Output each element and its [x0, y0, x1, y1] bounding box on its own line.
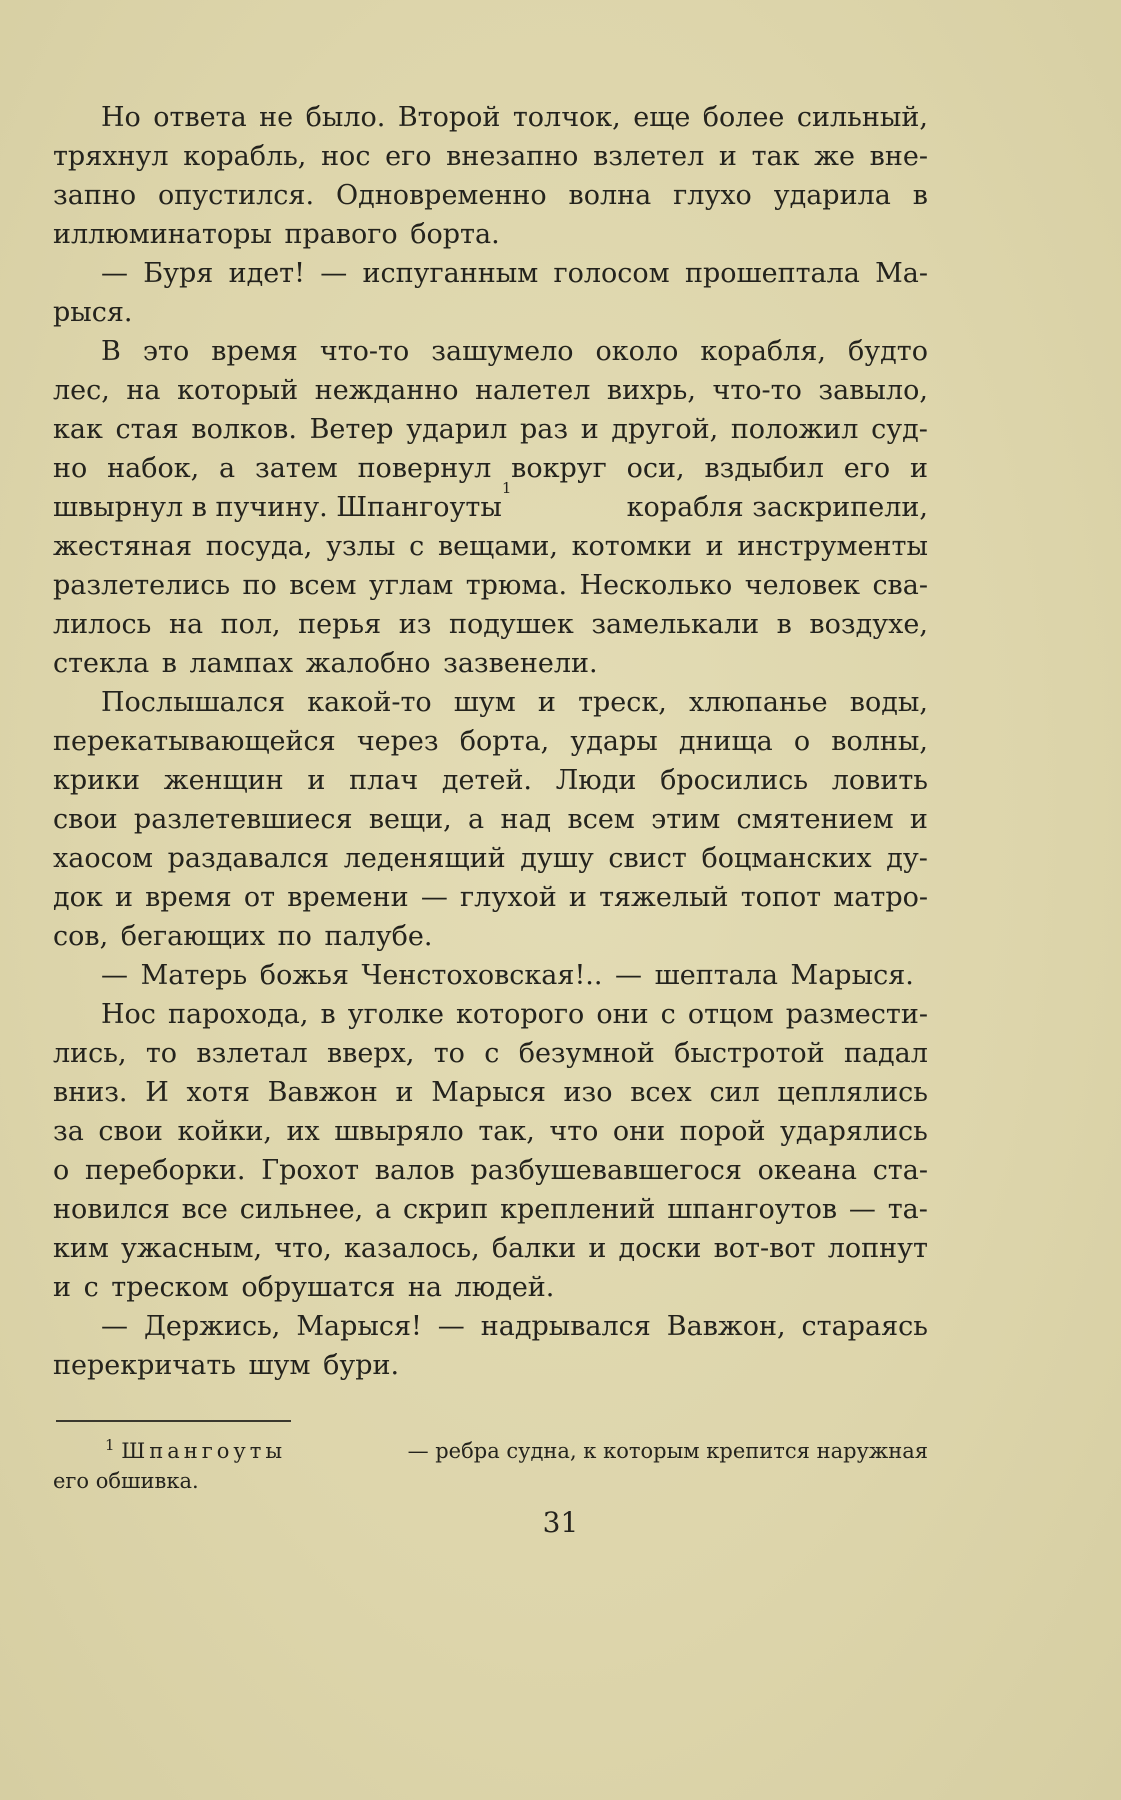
- word: в: [912, 180, 928, 211]
- word: и: [588, 1233, 607, 1264]
- text-line: [53, 839, 928, 878]
- word: разбушевавшегося: [470, 1155, 742, 1186]
- word: за: [53, 1116, 84, 1147]
- word: разлетевшиеся: [133, 804, 353, 835]
- word: Ма-: [875, 258, 928, 289]
- word: набок,: [107, 453, 200, 484]
- word: все: [181, 1194, 228, 1225]
- word: с: [409, 531, 425, 562]
- footnote-line: его обшивка.: [53, 1469, 199, 1493]
- word: вихрь,: [606, 375, 696, 406]
- word: перекатывающейся: [53, 726, 336, 757]
- word: через: [356, 726, 439, 757]
- text-line: [53, 1112, 928, 1151]
- word: которого: [456, 999, 585, 1030]
- word: ду-: [886, 843, 928, 874]
- word: положил: [730, 414, 859, 445]
- word: и: [718, 141, 737, 172]
- word: женщин: [163, 765, 284, 796]
- word: раз: [519, 414, 569, 445]
- word: но: [53, 453, 88, 484]
- word: шум: [453, 687, 516, 718]
- text-line: [53, 800, 928, 839]
- word: детей.: [441, 765, 533, 796]
- word: вот-вот: [713, 1233, 816, 1264]
- word: скрип: [403, 1194, 489, 1225]
- word: волны,: [831, 726, 928, 757]
- word: всем: [289, 570, 357, 601]
- word: другой,: [611, 414, 719, 445]
- word: всех: [630, 1077, 692, 1108]
- word: толчок,: [512, 102, 621, 133]
- word: Марыся: [431, 1077, 546, 1108]
- word: и: [395, 1077, 414, 1108]
- word: что-то: [712, 375, 802, 406]
- word: падал: [843, 1038, 928, 1069]
- word: тяжелый: [599, 882, 729, 913]
- word: взлетал: [196, 1038, 308, 1069]
- word: в: [776, 609, 792, 640]
- word: ударил: [406, 414, 508, 445]
- word: с: [660, 999, 676, 1030]
- word: прошептала: [684, 258, 860, 289]
- word: В: [101, 336, 121, 367]
- word: доски: [618, 1233, 702, 1264]
- word: И: [145, 1077, 169, 1108]
- text-line: [53, 332, 928, 371]
- word: волна: [568, 180, 652, 211]
- word: они: [612, 1116, 666, 1147]
- word: ударила: [773, 180, 891, 211]
- word: Вавжон: [267, 1077, 378, 1108]
- word: вокруг: [511, 453, 607, 484]
- text-line: рыся.: [53, 297, 133, 328]
- word: так: [751, 141, 800, 172]
- word: оси,: [626, 453, 685, 484]
- word: порой: [679, 1116, 766, 1147]
- word: ста-: [872, 1155, 928, 1186]
- word: док: [53, 882, 103, 913]
- word: ужасным,: [121, 1233, 263, 1264]
- word: время: [211, 336, 298, 367]
- text-line: [53, 605, 928, 644]
- word: более: [702, 102, 785, 133]
- word: волков.: [191, 414, 297, 445]
- word: стая: [115, 414, 179, 445]
- word: на: [126, 375, 161, 406]
- text-line: [53, 761, 928, 800]
- text-line: [53, 722, 928, 761]
- word: свои: [98, 1116, 163, 1147]
- word: размести-: [785, 999, 928, 1030]
- word: Нос: [101, 999, 156, 1030]
- word: всем: [567, 804, 635, 835]
- word: и: [580, 414, 599, 445]
- word: не: [259, 102, 294, 133]
- word: вздыбил: [704, 453, 824, 484]
- word: Ветер: [309, 414, 394, 445]
- word: воздухе,: [809, 609, 928, 640]
- word: переборки.: [85, 1155, 246, 1186]
- text-line: иллюминаторы правого борта.: [53, 219, 500, 250]
- text-line: сов, бегающих по палубе.: [53, 921, 433, 952]
- word: вниз.: [53, 1077, 128, 1108]
- word: та-: [887, 1194, 928, 1225]
- word: что: [549, 1116, 599, 1147]
- word: леденящий: [343, 843, 506, 874]
- word: что-то: [319, 336, 410, 367]
- word: по: [242, 570, 277, 601]
- word: как: [53, 414, 103, 445]
- text-line: [53, 566, 928, 605]
- word: лес,: [53, 375, 110, 406]
- word: сильнее,: [239, 1194, 364, 1225]
- word: валов: [374, 1155, 455, 1186]
- word: Люди: [555, 765, 637, 796]
- word: они: [596, 999, 649, 1030]
- word: и: [114, 882, 133, 913]
- word: испуганным: [362, 258, 539, 289]
- text-line: [53, 683, 928, 722]
- text-segment: корабля заскрипели,: [626, 492, 928, 523]
- word: Несколько: [579, 570, 733, 601]
- word: около: [595, 336, 679, 367]
- text-line: [53, 878, 928, 917]
- word: еще: [633, 102, 691, 133]
- word: и: [909, 804, 928, 835]
- word: и: [307, 765, 326, 796]
- word: боцманских: [701, 843, 872, 874]
- word: хаосом: [53, 843, 153, 874]
- text-line: [53, 371, 928, 410]
- word: на: [168, 609, 204, 640]
- text-line: [53, 1034, 928, 1073]
- word: лилось: [53, 609, 152, 640]
- word: корабль,: [183, 141, 307, 172]
- word: о: [793, 726, 811, 757]
- text-line: [53, 254, 928, 293]
- text-line: [53, 137, 928, 176]
- text-segment: швырнул в пучину. Шпангоуты: [53, 492, 502, 523]
- word: и: [568, 882, 587, 913]
- word: голосом: [553, 258, 670, 289]
- word: сва-: [872, 570, 928, 601]
- word: вверх,: [326, 1038, 415, 1069]
- word: нос: [321, 141, 371, 172]
- word: посуда,: [205, 531, 313, 562]
- word: какой-то: [307, 687, 432, 718]
- text-line: [53, 1073, 928, 1112]
- word: налетел: [475, 375, 591, 406]
- word: то: [433, 1038, 465, 1069]
- word: хотя: [186, 1077, 250, 1108]
- word: так,: [478, 1116, 535, 1147]
- footnote-head: [105, 1436, 286, 1466]
- word: глухо: [673, 180, 752, 211]
- word: отцом: [687, 999, 774, 1030]
- word: над: [500, 804, 552, 835]
- word: глухой: [460, 882, 557, 913]
- word: лопнут: [827, 1233, 928, 1264]
- word: инструменты: [737, 531, 928, 562]
- word: нежданно: [314, 375, 459, 406]
- text-line: [53, 1190, 928, 1229]
- word: Держись,: [143, 1311, 281, 1342]
- word: цеплялись: [777, 1077, 928, 1108]
- text-line: стекла в лампах жалобно зазвенели.: [53, 648, 598, 679]
- word: перья: [298, 609, 382, 640]
- word: вещами,: [437, 531, 558, 562]
- word: —: [320, 258, 348, 289]
- word: это: [142, 336, 190, 367]
- word: бросились: [660, 765, 809, 796]
- word: шпангоутов: [667, 1194, 838, 1225]
- word: человек: [744, 570, 861, 601]
- word: вне-: [869, 141, 928, 172]
- text-line: [53, 98, 928, 137]
- word: то: [145, 1038, 178, 1069]
- word: топот: [740, 882, 822, 913]
- text-line: [53, 449, 928, 488]
- word: котомки: [571, 531, 692, 562]
- word: удары: [570, 726, 658, 757]
- word: —: [101, 258, 128, 289]
- text-line: [53, 1229, 928, 1268]
- word: из: [398, 609, 432, 640]
- footnote-line: [53, 1436, 928, 1466]
- word: балки: [491, 1233, 577, 1264]
- footnote: [53, 1436, 928, 1496]
- word: зашумело: [431, 336, 574, 367]
- word: его: [843, 453, 891, 484]
- word: —: [437, 1311, 465, 1342]
- word: койки,: [177, 1116, 273, 1147]
- footnote-definition: — ребра судна, к которым крепится наружная: [407, 1439, 928, 1463]
- word: завыло,: [818, 375, 928, 406]
- word: Грохот: [261, 1155, 360, 1186]
- word: душу: [520, 843, 594, 874]
- word: —: [848, 1194, 876, 1225]
- word: Буря: [143, 258, 214, 289]
- word: Послышался: [101, 687, 286, 718]
- word: его: [385, 141, 432, 172]
- word: лись,: [53, 1038, 127, 1069]
- word: трюма.: [465, 570, 568, 601]
- word: Но: [101, 102, 141, 133]
- word: воды,: [849, 687, 928, 718]
- main-text: [53, 98, 928, 1385]
- word: днища: [678, 726, 773, 757]
- text-line: [53, 995, 928, 1034]
- word: и: [910, 453, 928, 484]
- word: а: [375, 1194, 392, 1225]
- word: креплений: [500, 1194, 656, 1225]
- word: время: [145, 882, 232, 913]
- page-number: 31: [542, 1506, 579, 1539]
- text-line: [53, 1307, 928, 1346]
- word: —: [101, 1311, 128, 1342]
- word: матро-: [833, 882, 928, 913]
- word: этим: [651, 804, 721, 835]
- word: узлы: [326, 531, 396, 562]
- word: уголке: [347, 999, 444, 1030]
- word: свои: [53, 804, 118, 835]
- word: разлетелись: [53, 570, 231, 601]
- word: затем: [254, 453, 338, 484]
- word: жестяная: [53, 531, 193, 562]
- word: надрывался: [480, 1311, 651, 1342]
- word: вещи,: [368, 804, 452, 835]
- word: углам: [368, 570, 454, 601]
- word: повернул: [357, 453, 492, 484]
- word: ловить: [831, 765, 928, 796]
- footnote-marker: 1: [105, 1436, 115, 1454]
- word: ким: [53, 1233, 109, 1264]
- word: корабля,: [700, 336, 826, 367]
- word: же: [814, 141, 855, 172]
- word: плач: [349, 765, 419, 796]
- word: взлетел: [593, 141, 705, 172]
- word: ударялись: [779, 1116, 928, 1147]
- word: треск,: [578, 687, 667, 718]
- word: крики: [53, 765, 141, 796]
- word: стараясь: [801, 1311, 928, 1342]
- word: и: [537, 687, 556, 718]
- word: Марыся!: [296, 1311, 422, 1342]
- word: океана: [757, 1155, 857, 1186]
- word: в: [320, 999, 336, 1030]
- word: Одновременно: [335, 180, 547, 211]
- word: их: [286, 1116, 320, 1147]
- text-line: [53, 527, 928, 566]
- word: быстротой: [674, 1038, 825, 1069]
- word: раздавался: [167, 843, 330, 874]
- word: хлюпанье: [688, 687, 828, 718]
- text-line: [53, 176, 928, 215]
- word: будто: [848, 336, 928, 367]
- footnote-term: Шпангоуты: [121, 1439, 287, 1463]
- text-line: — Матерь божья Ченстоховская!.. — шептала Марыся.: [101, 960, 914, 991]
- text-line: перекричать шум бури.: [53, 1350, 400, 1381]
- word: внезапно: [446, 141, 579, 172]
- text-line: [53, 410, 928, 449]
- word: с: [484, 1038, 500, 1069]
- word: ответа: [153, 102, 247, 133]
- word: безумной: [518, 1038, 655, 1069]
- word: идет!: [228, 258, 305, 289]
- word: замелькали: [591, 609, 760, 640]
- text-line-with-footnote: [53, 479, 928, 527]
- word: новился: [53, 1194, 170, 1225]
- word: времени: [287, 882, 409, 913]
- footnote-divider: [56, 1420, 291, 1422]
- word: швыряло: [334, 1116, 464, 1147]
- word: подушек: [449, 609, 574, 640]
- word: запно: [53, 180, 137, 211]
- word: парохода,: [167, 999, 309, 1030]
- text-line: и с треском обрушатся на людей.: [53, 1272, 555, 1303]
- text-line: [53, 1151, 928, 1190]
- word: свист: [608, 843, 687, 874]
- word: опустился.: [157, 180, 315, 211]
- word: который: [177, 375, 299, 406]
- word: сил: [709, 1077, 760, 1108]
- word: —: [420, 882, 448, 913]
- word: было.: [305, 102, 386, 133]
- footnote-marker: 1: [501, 479, 512, 497]
- word: а: [468, 804, 485, 835]
- word: борта,: [459, 726, 550, 757]
- word: от: [243, 882, 276, 913]
- word: тряхнул: [53, 141, 169, 172]
- word: сильный,: [796, 102, 928, 133]
- word: что,: [274, 1233, 332, 1264]
- word: казалось,: [344, 1233, 480, 1264]
- word: пол,: [220, 609, 281, 640]
- word: и: [705, 531, 724, 562]
- word: Второй: [397, 102, 501, 133]
- word: о: [53, 1155, 70, 1186]
- word: а: [219, 453, 236, 484]
- word: суд-: [871, 414, 928, 445]
- word: смятением: [736, 804, 894, 835]
- word: Вавжон,: [666, 1311, 786, 1342]
- word: изо: [563, 1077, 613, 1108]
